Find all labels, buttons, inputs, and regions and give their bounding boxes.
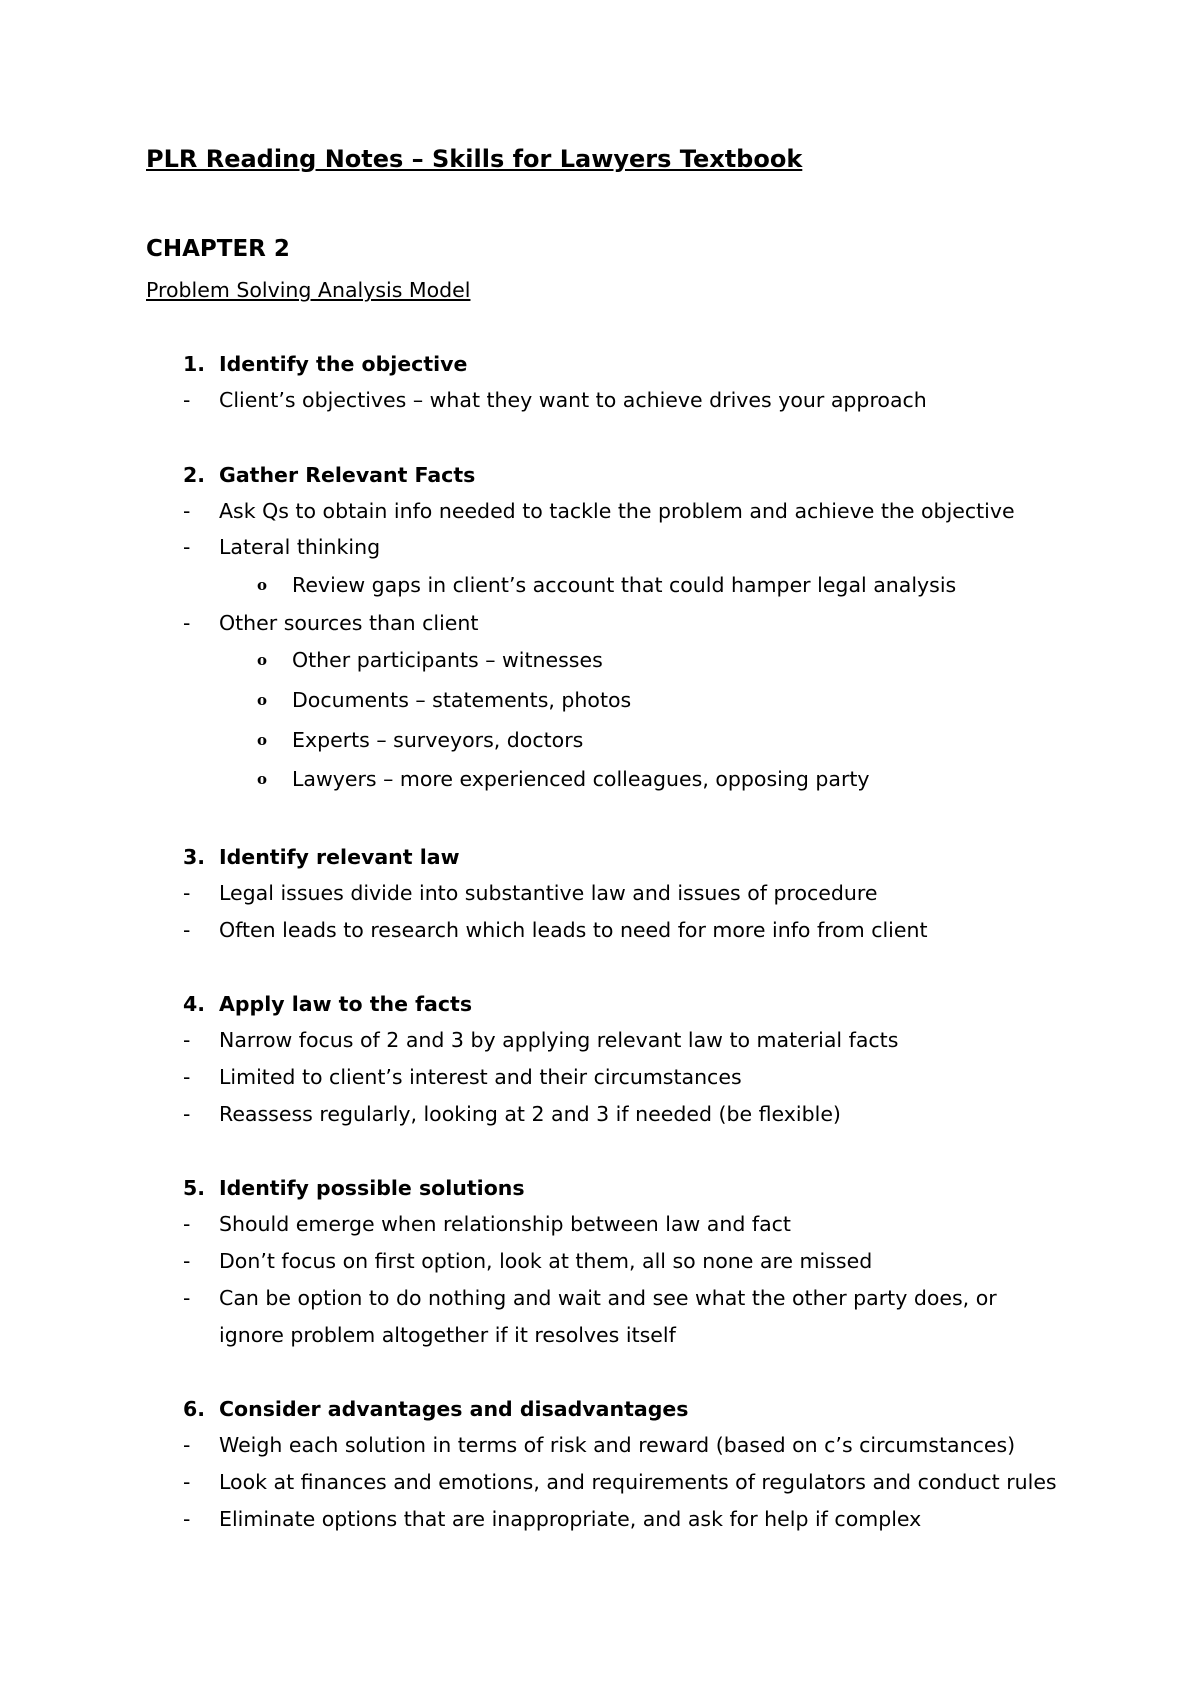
list-item: Reassess regularly, looking at 2 and 3 if needed (be flexible) — [219, 1102, 841, 1126]
list-item: Ask Qs to obtain info needed to tackle the problem and achieve the objective — [219, 499, 1015, 523]
sub-list-item: Other participants – witnesses — [292, 648, 603, 672]
section-number: 2. — [183, 463, 206, 487]
section-number: 1. — [183, 352, 206, 376]
list-item: Other sources than client — [219, 611, 479, 635]
section-subtitle: Problem Solving Analysis Model — [146, 278, 471, 302]
section-heading — [183, 1176, 525, 1200]
list-item: Often leads to research which leads to need for more info from client — [219, 918, 928, 942]
list-item: Narrow focus of 2 and 3 by applying relevant law to material facts — [219, 1028, 899, 1052]
list-item: Look at finances and emotions, and requirements of regulators and conduct rules — [219, 1470, 1057, 1494]
sub-bullet-icon: o — [257, 731, 268, 749]
document-title: PLR Reading Notes – Skills for Lawyers Textbook — [146, 145, 803, 173]
section-number: 3. — [183, 845, 206, 869]
dash-bullet: - — [183, 388, 191, 412]
list-item: Can be option to do nothing and wait and see what the other party does, or — [219, 1286, 997, 1310]
section-heading-text: Identify possible solutions — [219, 1176, 525, 1200]
sub-list-item: Lawyers – more experienced colleagues, opposing party — [292, 767, 870, 791]
list-item: Lateral thinking — [219, 535, 381, 559]
list-item-continuation: ignore problem altogether if it resolves itself — [219, 1323, 676, 1347]
dash-bullet: - — [183, 1286, 191, 1310]
list-item: Weigh each solution in terms of risk and reward (based on c’s circumstances) — [219, 1433, 1016, 1457]
section-heading-text: Identify relevant law — [219, 845, 460, 869]
dash-bullet: - — [183, 1065, 191, 1089]
section-heading — [183, 463, 475, 487]
dash-bullet: - — [183, 1028, 191, 1052]
dash-bullet: - — [183, 1507, 191, 1531]
dash-bullet: - — [183, 611, 191, 635]
section-number: 6. — [183, 1397, 206, 1421]
sub-list-item: Experts – surveyors, doctors — [292, 728, 584, 752]
dash-bullet: - — [183, 918, 191, 942]
section-heading-text: Consider advantages and disadvantages — [219, 1397, 689, 1421]
dash-bullet: - — [183, 1212, 191, 1236]
section-heading — [183, 845, 460, 869]
section-number: 5. — [183, 1176, 206, 1200]
list-item: Limited to client’s interest and their circumstances — [219, 1065, 742, 1089]
dash-bullet: - — [183, 881, 191, 905]
section-heading — [183, 352, 467, 376]
list-item: Don’t focus on first option, look at them, all so none are missed — [219, 1249, 873, 1273]
section-heading — [183, 992, 472, 1016]
dash-bullet: - — [183, 1102, 191, 1126]
section-heading-text: Apply law to the facts — [219, 992, 473, 1016]
dash-bullet: - — [183, 1470, 191, 1494]
sub-bullet-icon: o — [257, 770, 268, 788]
chapter-heading: CHAPTER 2 — [146, 236, 290, 262]
dash-bullet: - — [183, 1433, 191, 1457]
dash-bullet: - — [183, 535, 191, 559]
section-heading-text: Identify the objective — [219, 352, 468, 376]
sub-bullet-icon: o — [257, 651, 268, 669]
sub-list-item: Documents – statements, photos — [292, 688, 632, 712]
section-heading — [183, 1397, 688, 1421]
list-item: Should emerge when relationship between law and fact — [219, 1212, 791, 1236]
dash-bullet: - — [183, 1249, 191, 1273]
sub-bullet-icon: o — [257, 576, 268, 594]
section-number: 4. — [183, 992, 206, 1016]
sub-bullet-icon: o — [257, 691, 268, 709]
list-item: Eliminate options that are inappropriate, and ask for help if complex — [219, 1507, 922, 1531]
list-item: Client’s objectives – what they want to achieve drives your approach — [219, 388, 927, 412]
section-heading-text: Gather Relevant Facts — [219, 463, 476, 487]
list-item: Legal issues divide into substantive law and issues of procedure — [219, 881, 878, 905]
dash-bullet: - — [183, 499, 191, 523]
sub-list-item: Review gaps in client’s account that could hamper legal analysis — [292, 573, 957, 597]
